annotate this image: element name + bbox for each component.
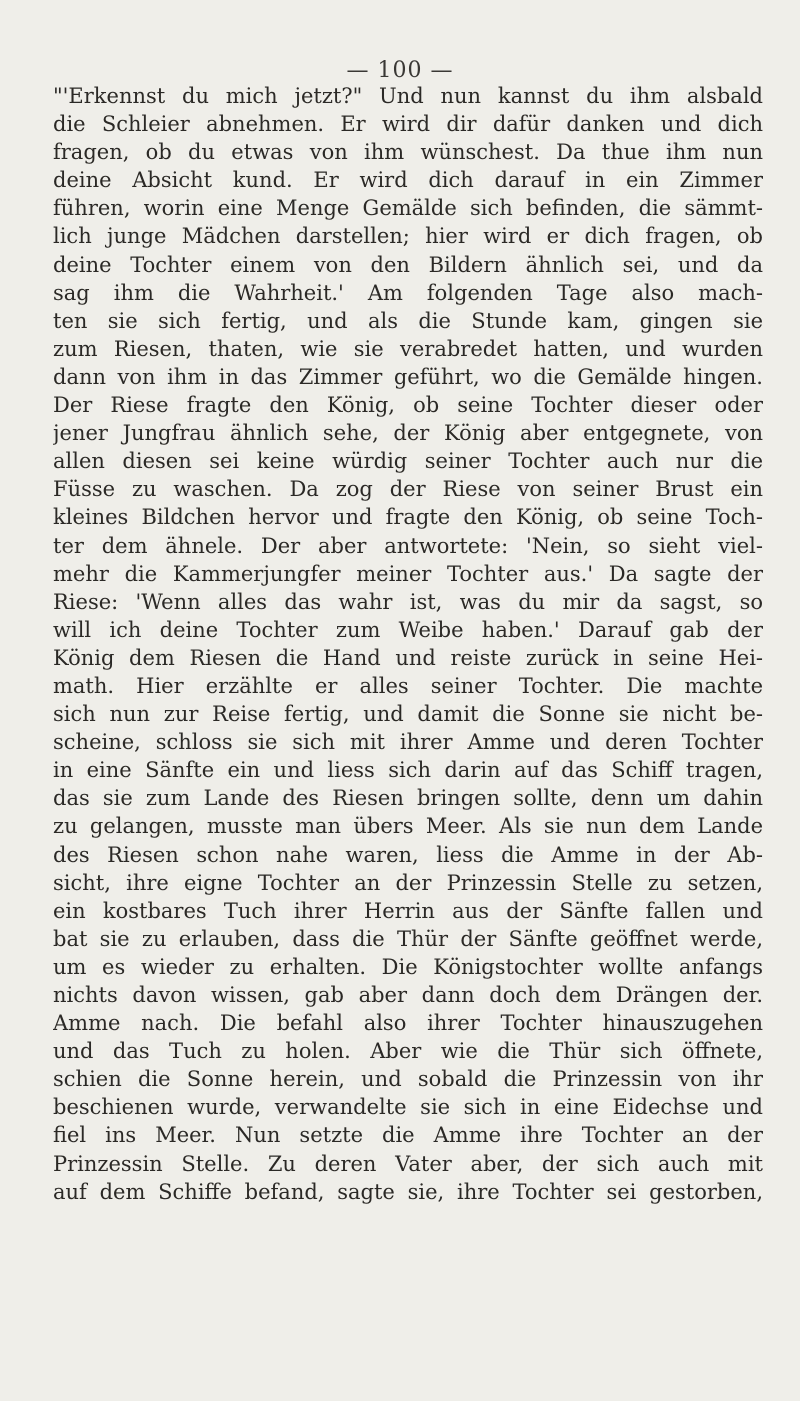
text-line: scheine, schloss sie sich mit ihrer Amme und deren Tochter <box>53 730 763 755</box>
text-line: allen diesen sei keine würdig seiner Tochter auch nur die <box>53 449 763 474</box>
text-line: führen, worin eine Menge Gemälde sich befinden, die sämmt- <box>53 196 763 221</box>
text-line: die Schleier abnehmen. Er wird dir dafür danken und dich <box>53 112 763 137</box>
text-line: ter dem ähnele. Der aber antwortete: 'Nein, so sieht viel- <box>53 533 763 558</box>
text-line: Füsse zu waschen. Da zog der Riese von seiner Brust ein <box>53 477 763 502</box>
text-line: will ich deine Tochter zum Weibe haben.' Darauf gab der <box>53 617 763 642</box>
text-line: jener Jungfrau ähnlich sehe, der König aber entgegnete, von <box>53 421 763 446</box>
text-line: zum Riesen, thaten, wie sie verabredet hatten, und wurden <box>53 336 763 361</box>
text-line: lich junge Mädchen darstellen; hier wird er dich fragen, ob <box>53 224 763 249</box>
text-line: in eine Sänfte ein und liess sich darin auf das Schiff tragen, <box>53 758 763 783</box>
text-line: sich nun zur Reise fertig, und damit die Sonne sie nicht be- <box>53 702 763 727</box>
text-line: ein kostbares Tuch ihrer Herrin aus der Sänfte fallen und <box>53 898 763 923</box>
text-line: dann von ihm in das Zimmer geführt, wo die Gemälde hingen. <box>53 364 763 389</box>
body-text <box>53 82 763 1206</box>
text-line: nichts davon wissen, gab aber dann doch dem Drängen der. <box>53 983 763 1007</box>
text-line: ten sie sich fertig, und als die Stunde kam, gingen sie <box>53 308 763 333</box>
text-line: sag ihm die Wahrheit.' Am folgenden Tage also mach- <box>53 280 763 305</box>
text-line: Der Riese fragte den König, ob seine Tochter dieser oder <box>53 393 763 418</box>
text-line: beschienen wurde, verwandelte sie sich in eine Eidechse und <box>53 1095 763 1120</box>
text-line: und das Tuch zu holen. Aber wie die Thür sich öffnete, <box>53 1039 763 1064</box>
text-line: Prinzessin Stelle. Zu deren Vater aber, der sich auch mit <box>53 1151 763 1176</box>
page-number: — 100 — <box>346 58 454 83</box>
text-line: deine Tochter einem von den Bildern ähnlich sei, und da <box>53 252 763 277</box>
text-line: bat sie zu erlauben, dass die Thür der Sänfte geöffnet werde, <box>53 926 763 951</box>
text-line: schien die Sonne herein, und sobald die Prinzessin von ihr <box>53 1067 763 1092</box>
text-line: sicht, ihre eigne Tochter an der Prinzessin Stelle zu setzen, <box>53 870 763 895</box>
text-line: Riese: 'Wenn alles das wahr ist, was du mir da sagst, so <box>53 589 763 614</box>
text-line: "'Erkennst du mich jetzt?" Und nun kannst du ihm alsbald <box>53 84 763 108</box>
text-line: math. Hier erzählte er alles seiner Tochter. Die machte <box>53 673 763 698</box>
text-line: fiel ins Meer. Nun setzte die Amme ihre Tochter an der <box>53 1123 763 1148</box>
text-line: kleines Bildchen hervor und fragte den König, ob seine Toch- <box>53 505 763 530</box>
text-line: fragen, ob du etwas von ihm wünschest. Da thue ihm nun <box>53 140 763 165</box>
text-line: das sie zum Lande des Riesen bringen sollte, denn um dahin <box>53 786 763 811</box>
text-line: zu gelangen, musste man übers Meer. Als sie nun dem Lande <box>53 814 763 839</box>
text-line: um es wieder zu erhalten. Die Königstochter wollte anfangs <box>53 954 763 979</box>
text-line: Amme nach. Die befahl also ihrer Tochter hinauszugehen <box>53 1011 763 1036</box>
text-line: des Riesen schon nahe waren, liess die Amme in der Ab- <box>53 842 763 867</box>
text-line: mehr die Kammerjungfer meiner Tochter aus.' Da sagte der <box>53 561 763 586</box>
text-line: auf dem Schiffe befand, sagte sie, ihre Tochter sei gestorben, <box>53 1179 763 1204</box>
text-line: deine Absicht kund. Er wird dich darauf in ein Zimmer <box>53 168 763 193</box>
text-line: König dem Riesen die Hand und reiste zurück in seine Hei- <box>53 645 763 670</box>
